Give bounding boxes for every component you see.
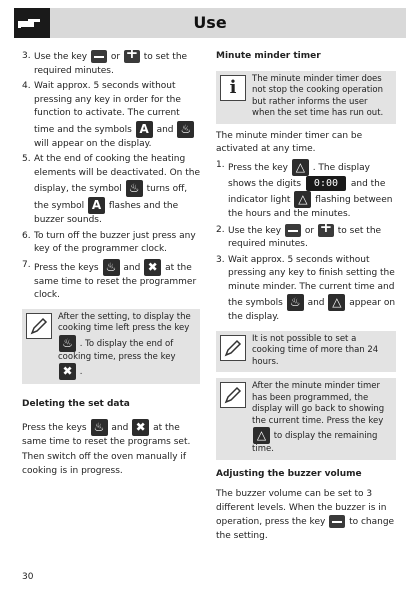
minder-intro: The minute minder timer can be activated at any time.	[216, 130, 363, 154]
minus-key-icon	[91, 50, 107, 63]
cooking-symbol-icon: ♨	[177, 121, 194, 138]
minder-step-1: 1. Press the key △ . The display shows the digits 0:00 and the indicator light △ flashing between the hours and the minutes.	[216, 159, 393, 219]
note-max-time: It is not possible to set a cooking time of more than 24 hours.	[216, 331, 396, 373]
digits-display: 0:00	[306, 176, 346, 191]
plus-key-icon	[124, 50, 140, 63]
cooking-symbol-icon: ♨	[103, 259, 120, 276]
left-column	[22, 50, 200, 480]
plus-key-icon	[318, 224, 334, 237]
note-display-time: After the setting, to display the cooking time left press the key ♨ . To display the end of cooking time, press the key ✖ .	[22, 309, 200, 385]
deleting-paragraph-2: Then switch off the oven manually if cooking is in progress.	[22, 452, 187, 476]
page-title: Use	[193, 13, 227, 32]
note-remaining-time: After the minute minder timer has been programmed, the display will go back to showing the current time. Press the key △ to display the remaining time.	[216, 378, 396, 460]
minder-step-2: 2. Use the key or + to set the required minutes.	[216, 224, 396, 252]
auto-symbol-icon: A	[88, 197, 105, 214]
section-title-buzzer: Adjusting the buzzer volume	[216, 468, 362, 479]
bell-key-icon: △	[292, 159, 309, 176]
pencil-note-icon	[220, 382, 246, 408]
auto-symbol-icon: A	[136, 121, 153, 138]
cooking-symbol-icon: ♨	[59, 335, 76, 352]
right-column	[216, 50, 396, 545]
step-7: 7. Press the keys ♨ and ✖ at the same time to reset the programmer clock.	[22, 259, 197, 300]
step-5: 5. At the end of cooking the heating elements will be deactivated. On the display, the symbol ♨ turns off, the symbol A flashes and the buzzer sounds.	[22, 154, 200, 225]
end-cooking-key-icon: ✖	[132, 419, 149, 436]
pencil-note-icon	[220, 335, 246, 361]
step-6: 6. To turn off the buzzer just press any key of the programmer clock.	[22, 230, 196, 254]
pencil-note-icon	[26, 313, 52, 339]
bell-key-icon: △	[253, 427, 270, 444]
info-icon: i	[220, 75, 246, 101]
minute-minder-indicator-icon: △	[328, 294, 345, 311]
step-4: 4. Wait approx. 5 seconds without pressing any key in order for the function to activate. The current time and the symbols A and ♨ will appear on the display.	[22, 80, 200, 151]
minute-minder-indicator-icon: △	[294, 191, 311, 208]
end-cooking-key-icon: ✖	[59, 363, 76, 380]
buzzer-paragraph: The buzzer volume can be set to 3 different levels. When the buzzer is in operation, press the key to change the setting.	[216, 489, 395, 541]
info-minute-minder: i The minute minder timer does not stop the cooking operation but rather informs the user when the set time has run out.	[216, 71, 396, 124]
cooking-symbol-icon: ♨	[287, 294, 304, 311]
end-cooking-key-icon: ✖	[144, 259, 161, 276]
minder-step-3: 3. Wait approx. 5 seconds without pressing any key to finish setting the minute minder. The current time and the symbols ♨ and △ appear on the display.	[216, 254, 396, 322]
minus-key-icon	[285, 224, 301, 237]
cooking-symbol-icon: ♨	[126, 180, 143, 197]
cooking-symbol-icon: ♨	[91, 419, 108, 436]
page-header	[14, 8, 406, 38]
deleting-paragraph-1: Press the keys ♨ and ✖ at the same time to reset the programs set.	[22, 419, 191, 447]
step-3: 3. Use the key or + to set the required minutes.	[22, 50, 200, 78]
section-title-deleting: Deleting the set data	[22, 399, 130, 409]
page-number: 30	[22, 572, 34, 582]
minus-key-icon	[329, 515, 345, 528]
section-title-minute-minder: Minute minder timer	[216, 51, 321, 61]
